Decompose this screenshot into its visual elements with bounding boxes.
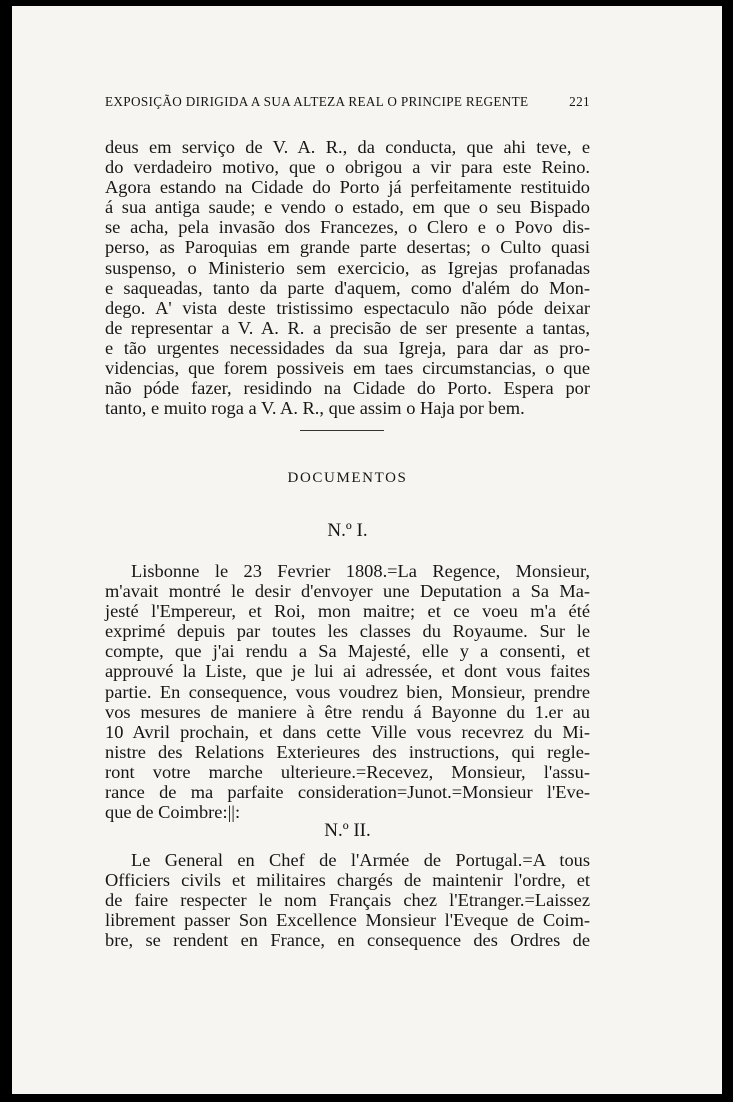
text-line: nistre des Relations Exterieures des instructions, qui regle- [105,741,590,762]
text-line: perso, as Paroquias em grande parte desertas; o Culto quasi [105,237,590,258]
text-line: Lisbonne le 23 Fevrier 1808.=La Regence, Monsieur, [131,561,590,581]
text-line: 10 Avril prochain, et dans cette Ville vous recevrez du Mi- [105,721,590,742]
text-line: Officiers civils et militaires chargés de maintenir l'ordre, et [105,870,590,891]
text-line: de faire respecter le nom Français chez l'Etranger.=Laissez [105,890,590,911]
text-line: librement passer Son Excellence Monsieur l'Eveque de Coim- [105,910,590,931]
text-line: Le General en Chef de l'Armée de Portugal.=A tous [131,850,590,870]
running-header [105,94,590,110]
book-page [12,6,722,1094]
page-number: 221 [569,94,590,109]
text-line: dego. A' vista deste tristissimo espectaculo não póde deixar [105,297,590,318]
text-line: e saqueadas, tanto da parte d'aquem, como d'além do Mon- [105,277,590,298]
text-line: deus em serviço de V. A. R., da conducta, que ahi teve, e [105,137,590,157]
text-line: e tão urgentes necessidades da sua Igreja, para dar as pro- [105,337,590,358]
text-line: se acha, pela invasão dos Francezes, o Clero e o Povo dis- [105,217,590,238]
text-line: não póde fazer, residindo na Cidade do Porto. Espera por [105,378,590,399]
text-line: de representar a V. A. R. a precisão de ser presente a tantas, [105,317,590,338]
documents-heading: DOCUMENTOS [287,470,408,486]
text-line: vos mesures de maniere à être rendu á Bayonne du 1.er au [105,701,590,722]
text-line: approuvé la Liste, que je lui ai adressée, et dont vous faites [105,661,590,682]
document-1-text [105,561,590,822]
text-line: m'avait montré le desir d'envoyer une Deputation a Sa Ma- [105,581,590,602]
text-line: suspenso, o Ministerio sem exercicio, as Igrejas profanadas [105,257,590,278]
text-line: do verdadeiro motivo, que o obrigou a vir para este Reino. [105,157,590,178]
text-line: jesté l'Empereur, et Roi, mon maitre; et ce voeu m'a été [105,601,590,622]
text-line: exprimé depuis par toutes les classes du Royaume. Sur le [105,621,590,642]
document-2-number: N.º II. [324,820,371,841]
text-line: tanto, e muito roga a V. A. R., que assim o Haja por bem. [105,398,525,419]
text-line: Agora estando na Cidade do Porto já perfeitamente restituido [105,177,590,198]
text-line: rance de ma parfaite consideration=Junot.=Monsieur l'Eve- [105,782,590,803]
text-line: que de Coimbre:||: [105,802,241,823]
text-line: ront votre marche ulterieure.=Recevez, Monsieur, l'assu- [105,761,590,782]
document-2-text [105,850,590,950]
document-1-number: N.º I. [327,520,368,541]
text-line: compte, que j'ai rendu a Sa Majesté, elle y a consenti, et [105,641,590,662]
petition-paragraph [105,137,590,418]
text-line: videncias, que forem possiveis em taes circumstancias, o que [105,358,590,379]
text-line: á sua antiga saude; e vendo o estado, em que o seu Bispado [105,197,590,218]
running-title: EXPOSIÇÃO DIRIGIDA A SUA ALTEZA REAL O PRINCIPE REGENTE [105,94,529,109]
section-divider [300,430,384,431]
text-line: partie. En consequence, vous voudrez bien, Monsieur, prendre [105,681,590,702]
text-line: bre, se rendent en France, en consequence des Ordres de [105,930,590,951]
